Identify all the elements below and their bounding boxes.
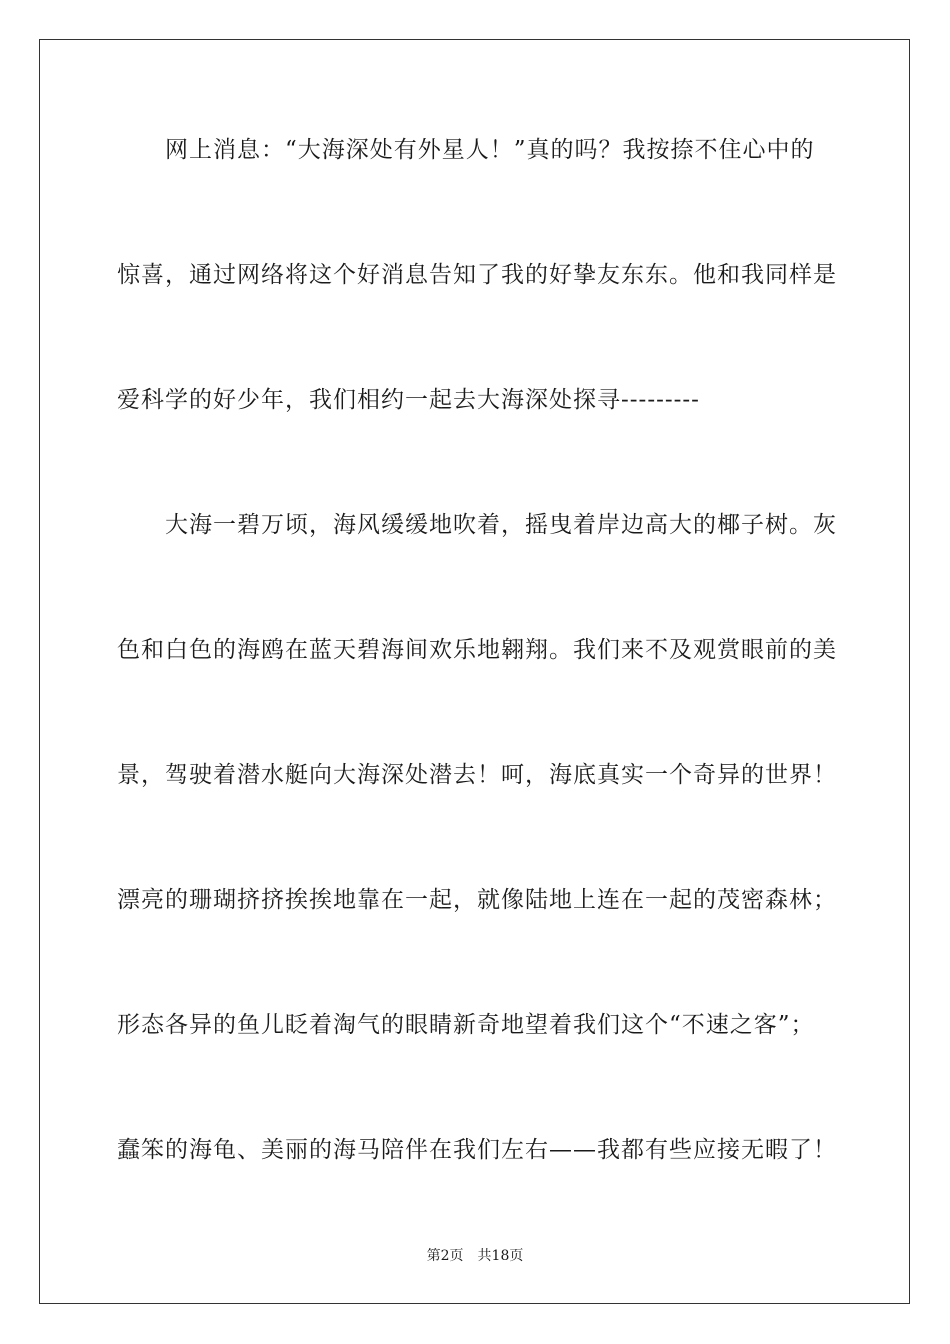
paragraph-1-line-1: 网上消息：“大海深处有外星人！”真的吗？我按捺不住心中的: [165, 137, 815, 163]
page-border: [39, 39, 910, 1304]
paragraph-1-line-3: 爱科学的好少年，我们相约一起去大海深处探寻---------: [117, 387, 700, 413]
paragraph-2-line-2: 色和白色的海鸥在蓝天碧海间欢乐地翱翔。我们来不及观赏眼前的美: [117, 637, 837, 663]
paragraph-2-line-5: 形态各异的鱼儿眨着淘气的眼睛新奇地望着我们这个“不速之客”；: [117, 1012, 815, 1038]
page-number: 第2页: [426, 1248, 464, 1264]
page-footer: [0, 1245, 950, 1265]
paragraph-2-line-6: 蠢笨的海龟、美丽的海马陪伴在我们左右——我都有些应接无暇了！: [117, 1137, 837, 1163]
paragraph-2-line-1: 大海一碧万顷，海风缓缓地吹着，摇曳着岸边高大的椰子树。灰: [165, 512, 837, 538]
paragraph-2-line-4: 漂亮的珊瑚挤挤挨挨地靠在一起，就像陆地上连在一起的茂密森林；: [117, 887, 837, 913]
paragraph-2-line-3: 景，驾驶着潜水艇向大海深处潜去！呵，海底真实一个奇异的世界！: [117, 762, 837, 788]
paragraph-1-line-2: 惊喜，通过网络将这个好消息告知了我的好挚友东东。他和我同样是: [117, 262, 837, 288]
page-total: 共18页: [477, 1248, 524, 1264]
